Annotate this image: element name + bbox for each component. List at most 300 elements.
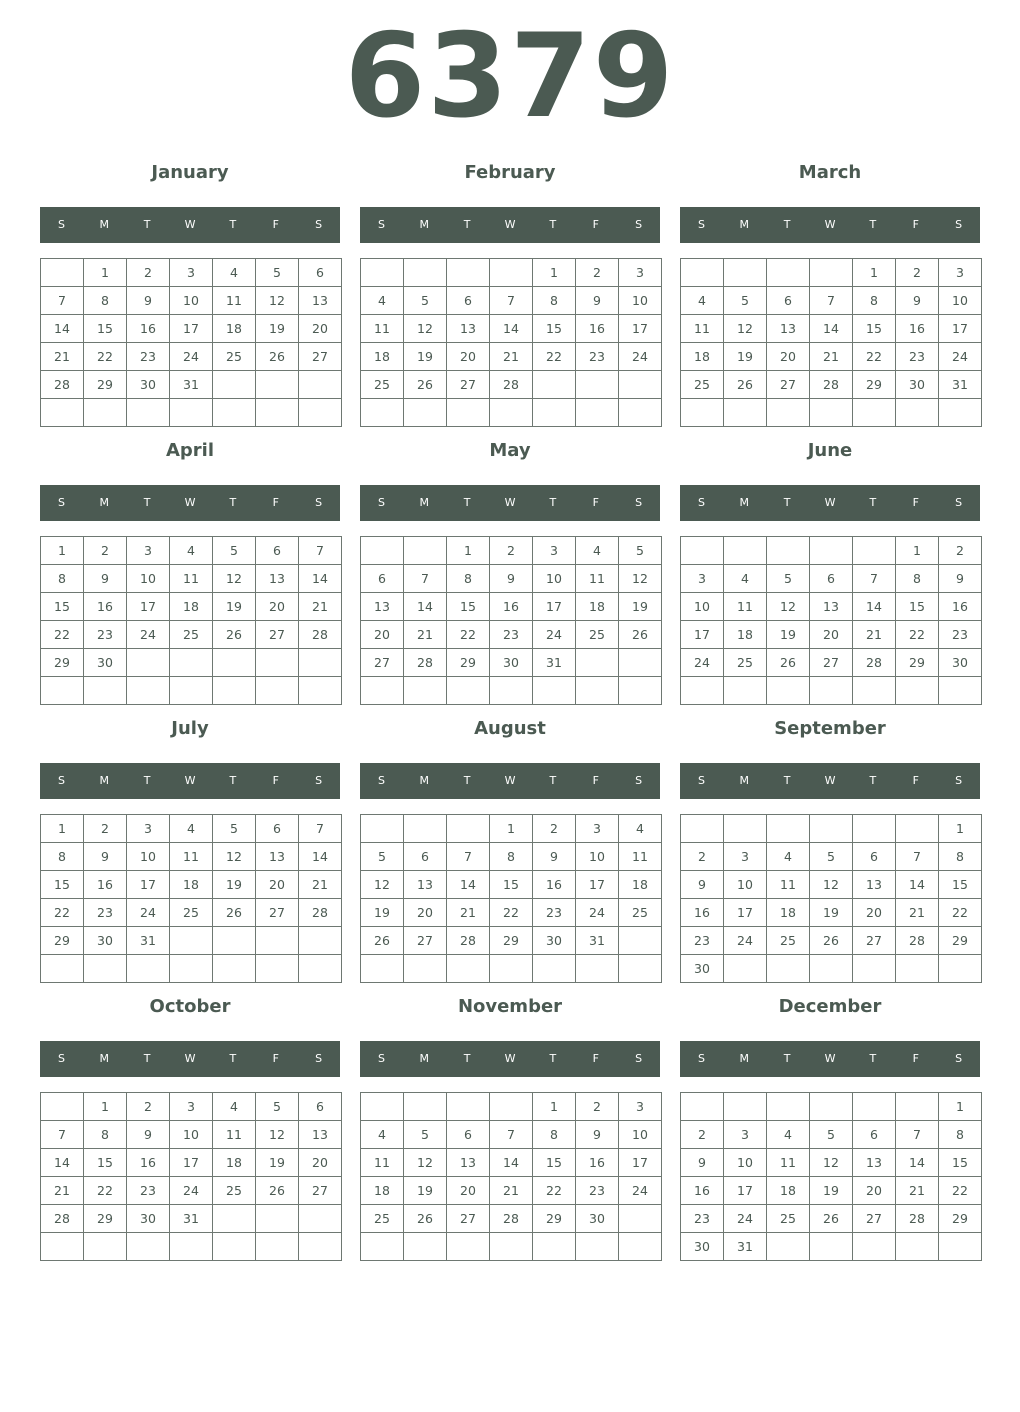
- weekday-label: T: [463, 218, 471, 231]
- day-cell: 28: [896, 927, 939, 955]
- week-row: [41, 1233, 342, 1261]
- day-cell: [447, 955, 490, 983]
- week-row: [361, 815, 662, 843]
- weekday-label: M: [419, 1052, 430, 1065]
- day-cell: 6: [853, 1121, 896, 1149]
- weekday-label: F: [272, 496, 279, 509]
- day-grid: [40, 536, 342, 705]
- day-cell: [170, 955, 213, 983]
- day-cell: [213, 371, 256, 399]
- day-cell: [170, 677, 213, 705]
- week-row: [681, 927, 982, 955]
- day-cell: 28: [299, 621, 342, 649]
- day-cell: [404, 537, 447, 565]
- day-cell: [490, 955, 533, 983]
- day-cell: 11: [213, 1121, 256, 1149]
- day-cell: 10: [939, 287, 982, 315]
- day-cell: 14: [447, 871, 490, 899]
- weekday-label: M: [99, 218, 110, 231]
- day-cell: 12: [767, 593, 810, 621]
- month-name: October: [149, 996, 231, 1017]
- day-cell: 5: [361, 843, 404, 871]
- day-cell: [361, 259, 404, 287]
- day-cell: 10: [127, 565, 170, 593]
- day-cell: 3: [724, 1121, 767, 1149]
- day-cell: 3: [619, 1093, 662, 1121]
- day-cell: 8: [490, 843, 533, 871]
- day-cell: [447, 677, 490, 705]
- day-cell: 5: [256, 1093, 299, 1121]
- week-row: [41, 677, 342, 705]
- weekday-header: [40, 1041, 340, 1077]
- day-cell: [767, 955, 810, 983]
- week-row: [681, 259, 982, 287]
- day-cell: [533, 677, 576, 705]
- day-cell: [84, 955, 127, 983]
- day-cell: [299, 677, 342, 705]
- day-cell: 19: [256, 315, 299, 343]
- day-cell: [213, 1205, 256, 1233]
- weekday-header: [680, 207, 980, 243]
- day-cell: 27: [256, 899, 299, 927]
- weekday-label: T: [143, 218, 151, 231]
- day-cell: [619, 927, 662, 955]
- day-cell: 10: [681, 593, 724, 621]
- day-cell: 11: [361, 315, 404, 343]
- day-cell: 28: [299, 899, 342, 927]
- day-cell: 25: [681, 371, 724, 399]
- day-cell: 20: [299, 315, 342, 343]
- day-cell: 28: [810, 371, 853, 399]
- weekday-label: W: [184, 496, 196, 509]
- week-row: [361, 315, 662, 343]
- day-cell: 4: [576, 537, 619, 565]
- week-row: [681, 843, 982, 871]
- day-cell: 7: [853, 565, 896, 593]
- day-cell: [724, 399, 767, 427]
- day-cell: 2: [939, 537, 982, 565]
- week-row: [41, 1093, 342, 1121]
- weekday-label: S: [635, 774, 643, 787]
- weekday-label: S: [377, 496, 385, 509]
- day-cell: 2: [127, 1093, 170, 1121]
- day-cell: [256, 927, 299, 955]
- day-cell: [724, 537, 767, 565]
- day-cell: 19: [810, 899, 853, 927]
- week-row: [361, 621, 662, 649]
- week-row: [361, 593, 662, 621]
- weekday-label: S: [697, 774, 705, 787]
- day-cell: [853, 815, 896, 843]
- day-cell: 1: [84, 259, 127, 287]
- day-cell: [576, 1233, 619, 1261]
- day-cell: [896, 955, 939, 983]
- day-grid: [40, 814, 342, 983]
- day-cell: [853, 537, 896, 565]
- weekday-label: T: [869, 496, 877, 509]
- day-cell: 19: [619, 593, 662, 621]
- weekday-label: F: [912, 774, 919, 787]
- day-grid: [680, 258, 982, 427]
- day-cell: [299, 1205, 342, 1233]
- week-row: [681, 315, 982, 343]
- day-cell: 30: [533, 927, 576, 955]
- week-row: [41, 1205, 342, 1233]
- day-cell: 2: [84, 815, 127, 843]
- day-cell: [361, 537, 404, 565]
- day-cell: 22: [41, 621, 84, 649]
- day-cell: 4: [170, 815, 213, 843]
- day-cell: [810, 259, 853, 287]
- day-cell: 1: [939, 1093, 982, 1121]
- day-cell: [490, 259, 533, 287]
- weekday-label: M: [739, 496, 750, 509]
- day-cell: 29: [533, 1205, 576, 1233]
- week-row: [361, 1233, 662, 1261]
- week-row: [361, 537, 662, 565]
- day-cell: 21: [299, 871, 342, 899]
- day-cell: 31: [127, 927, 170, 955]
- day-cell: 7: [299, 537, 342, 565]
- day-cell: [767, 1233, 810, 1261]
- weekday-label: M: [99, 774, 110, 787]
- day-cell: 15: [939, 871, 982, 899]
- weekday-label: M: [99, 1052, 110, 1065]
- day-cell: 20: [767, 343, 810, 371]
- day-cell: 2: [533, 815, 576, 843]
- day-cell: 24: [681, 649, 724, 677]
- day-cell: 12: [213, 843, 256, 871]
- day-cell: 28: [896, 1205, 939, 1233]
- day-cell: [213, 677, 256, 705]
- day-cell: 15: [84, 1149, 127, 1177]
- month-june: [680, 435, 980, 705]
- day-cell: 23: [84, 621, 127, 649]
- day-cell: [404, 1093, 447, 1121]
- weekday-label: T: [869, 218, 877, 231]
- day-cell: 27: [447, 371, 490, 399]
- day-cell: 26: [256, 343, 299, 371]
- day-cell: [447, 399, 490, 427]
- day-cell: 9: [939, 565, 982, 593]
- day-cell: 11: [213, 287, 256, 315]
- day-cell: 5: [810, 1121, 853, 1149]
- day-cell: 18: [213, 1149, 256, 1177]
- day-cell: 4: [767, 1121, 810, 1149]
- weekday-label: F: [592, 1052, 599, 1065]
- month-name: November: [457, 996, 563, 1017]
- month-name: January: [151, 162, 229, 183]
- day-cell: 30: [127, 371, 170, 399]
- day-cell: [41, 1233, 84, 1261]
- day-cell: 28: [447, 927, 490, 955]
- day-cell: [256, 399, 299, 427]
- weekday-label: T: [783, 1052, 791, 1065]
- day-cell: 2: [896, 259, 939, 287]
- day-cell: 19: [361, 899, 404, 927]
- day-cell: 9: [127, 1121, 170, 1149]
- weekday-label: W: [824, 1052, 836, 1065]
- day-cell: 11: [767, 1149, 810, 1177]
- day-cell: [41, 399, 84, 427]
- day-cell: 21: [299, 593, 342, 621]
- day-cell: 1: [490, 815, 533, 843]
- day-cell: 8: [939, 843, 982, 871]
- day-cell: 12: [256, 1121, 299, 1149]
- day-cell: 11: [767, 871, 810, 899]
- day-cell: 30: [681, 955, 724, 983]
- week-row: [361, 871, 662, 899]
- day-cell: 28: [490, 1205, 533, 1233]
- day-cell: 30: [576, 1205, 619, 1233]
- day-cell: 11: [576, 565, 619, 593]
- day-cell: [84, 399, 127, 427]
- day-cell: 17: [170, 1149, 213, 1177]
- weekday-header: [360, 207, 660, 243]
- day-cell: 17: [576, 871, 619, 899]
- day-cell: [896, 1233, 939, 1261]
- day-cell: [41, 955, 84, 983]
- day-cell: 27: [404, 927, 447, 955]
- day-cell: 13: [256, 565, 299, 593]
- week-row: [361, 287, 662, 315]
- day-cell: 21: [41, 1177, 84, 1205]
- day-cell: 8: [896, 565, 939, 593]
- day-cell: 14: [490, 315, 533, 343]
- day-cell: 21: [447, 899, 490, 927]
- day-cell: [810, 537, 853, 565]
- day-cell: 26: [404, 1205, 447, 1233]
- day-cell: 3: [681, 565, 724, 593]
- day-cell: 25: [767, 927, 810, 955]
- weekday-label: T: [229, 218, 237, 231]
- day-cell: 1: [939, 815, 982, 843]
- day-cell: 19: [256, 1149, 299, 1177]
- day-cell: 5: [404, 1121, 447, 1149]
- day-cell: 3: [724, 843, 767, 871]
- day-cell: 16: [127, 1149, 170, 1177]
- weekday-label: S: [315, 774, 323, 787]
- day-cell: 12: [256, 287, 299, 315]
- day-cell: 24: [724, 1205, 767, 1233]
- day-cell: 14: [299, 565, 342, 593]
- day-cell: 4: [361, 1121, 404, 1149]
- day-cell: 18: [361, 343, 404, 371]
- day-cell: 14: [896, 1149, 939, 1177]
- weekday-label: F: [272, 218, 279, 231]
- day-cell: 8: [84, 1121, 127, 1149]
- week-row: [41, 899, 342, 927]
- day-cell: [533, 371, 576, 399]
- day-cell: 6: [256, 537, 299, 565]
- day-cell: 6: [361, 565, 404, 593]
- month-name: July: [171, 718, 209, 739]
- day-cell: 26: [724, 371, 767, 399]
- day-cell: [490, 1093, 533, 1121]
- day-cell: 21: [896, 1177, 939, 1205]
- day-cell: [127, 399, 170, 427]
- day-grid: [360, 536, 662, 705]
- day-cell: 27: [767, 371, 810, 399]
- day-cell: 27: [853, 1205, 896, 1233]
- day-cell: 18: [361, 1177, 404, 1205]
- day-cell: 13: [299, 1121, 342, 1149]
- day-cell: 20: [447, 1177, 490, 1205]
- day-cell: 10: [619, 1121, 662, 1149]
- month-name: June: [807, 440, 853, 461]
- day-grid: [360, 814, 662, 983]
- day-cell: 26: [213, 899, 256, 927]
- month-january: [40, 157, 340, 427]
- day-cell: 27: [299, 1177, 342, 1205]
- weekday-label: W: [184, 218, 196, 231]
- day-cell: [681, 815, 724, 843]
- day-cell: 6: [299, 259, 342, 287]
- day-cell: [853, 955, 896, 983]
- day-cell: [576, 399, 619, 427]
- week-row: [41, 1149, 342, 1177]
- weekday-header: [40, 485, 340, 521]
- day-cell: 1: [41, 537, 84, 565]
- month-april: [40, 435, 340, 705]
- day-cell: 4: [767, 843, 810, 871]
- week-row: [681, 537, 982, 565]
- weekday-label: S: [57, 496, 65, 509]
- day-cell: 25: [361, 371, 404, 399]
- day-cell: 13: [404, 871, 447, 899]
- week-row: [41, 399, 342, 427]
- day-cell: 5: [810, 843, 853, 871]
- day-cell: 22: [896, 621, 939, 649]
- day-cell: [939, 677, 982, 705]
- weekday-label: S: [697, 1052, 705, 1065]
- month-name: August: [474, 718, 546, 739]
- week-row: [361, 649, 662, 677]
- week-row: [361, 1093, 662, 1121]
- day-cell: 29: [939, 927, 982, 955]
- day-cell: [404, 399, 447, 427]
- day-cell: 18: [767, 899, 810, 927]
- day-cell: 29: [84, 371, 127, 399]
- weekday-label: S: [315, 218, 323, 231]
- day-cell: 11: [361, 1149, 404, 1177]
- week-row: [681, 343, 982, 371]
- day-cell: 21: [853, 621, 896, 649]
- day-cell: [681, 1093, 724, 1121]
- weekday-label: F: [592, 218, 599, 231]
- day-cell: 15: [533, 315, 576, 343]
- day-cell: 14: [853, 593, 896, 621]
- day-cell: 28: [404, 649, 447, 677]
- day-cell: 24: [170, 1177, 213, 1205]
- weekday-label: W: [504, 774, 516, 787]
- day-cell: 12: [810, 1149, 853, 1177]
- day-grid: [360, 258, 662, 427]
- day-cell: 16: [127, 315, 170, 343]
- week-row: [681, 815, 982, 843]
- day-cell: 18: [170, 871, 213, 899]
- day-cell: 10: [533, 565, 576, 593]
- day-cell: 1: [447, 537, 490, 565]
- day-cell: 16: [84, 871, 127, 899]
- day-cell: [619, 649, 662, 677]
- weekday-header: [40, 207, 340, 243]
- day-cell: 31: [170, 1205, 213, 1233]
- week-row: [681, 1177, 982, 1205]
- day-cell: 23: [533, 899, 576, 927]
- day-cell: 24: [724, 927, 767, 955]
- week-row: [41, 815, 342, 843]
- day-cell: 16: [896, 315, 939, 343]
- day-cell: 6: [404, 843, 447, 871]
- day-cell: 19: [767, 621, 810, 649]
- day-cell: 18: [170, 593, 213, 621]
- day-cell: 19: [404, 343, 447, 371]
- day-cell: 27: [810, 649, 853, 677]
- day-cell: 16: [681, 899, 724, 927]
- week-row: [361, 677, 662, 705]
- day-cell: 14: [41, 1149, 84, 1177]
- weekday-label: S: [635, 496, 643, 509]
- weekday-label: F: [272, 774, 279, 787]
- day-cell: 5: [256, 259, 299, 287]
- week-row: [681, 1233, 982, 1261]
- day-cell: [896, 399, 939, 427]
- weekday-label: F: [912, 1052, 919, 1065]
- day-cell: [853, 1093, 896, 1121]
- week-row: [681, 899, 982, 927]
- weekday-label: S: [377, 1052, 385, 1065]
- day-cell: [853, 1233, 896, 1261]
- month-july: [40, 713, 340, 983]
- weekday-label: M: [419, 774, 430, 787]
- week-row: [361, 259, 662, 287]
- day-cell: 6: [853, 843, 896, 871]
- week-row: [41, 871, 342, 899]
- day-cell: 7: [299, 815, 342, 843]
- weekday-label: F: [272, 1052, 279, 1065]
- weekday-header: [360, 485, 660, 521]
- day-cell: 22: [41, 899, 84, 927]
- weekday-label: S: [57, 218, 65, 231]
- weekday-label: T: [143, 496, 151, 509]
- week-row: [41, 1121, 342, 1149]
- day-cell: 17: [619, 1149, 662, 1177]
- day-cell: 31: [533, 649, 576, 677]
- weekday-header: [680, 485, 980, 521]
- weekday-label: M: [419, 218, 430, 231]
- week-row: [681, 871, 982, 899]
- day-cell: 25: [619, 899, 662, 927]
- day-cell: [447, 259, 490, 287]
- week-row: [361, 955, 662, 983]
- day-grid: [40, 258, 342, 427]
- day-cell: 25: [361, 1205, 404, 1233]
- day-cell: [681, 259, 724, 287]
- day-cell: [213, 927, 256, 955]
- day-cell: 13: [447, 1149, 490, 1177]
- day-cell: 23: [681, 1205, 724, 1233]
- day-cell: 1: [533, 259, 576, 287]
- day-cell: 1: [41, 815, 84, 843]
- day-cell: 13: [299, 287, 342, 315]
- day-cell: 3: [939, 259, 982, 287]
- day-cell: 18: [619, 871, 662, 899]
- day-cell: [939, 399, 982, 427]
- day-cell: 27: [361, 649, 404, 677]
- weekday-label: T: [229, 1052, 237, 1065]
- day-cell: 12: [404, 1149, 447, 1177]
